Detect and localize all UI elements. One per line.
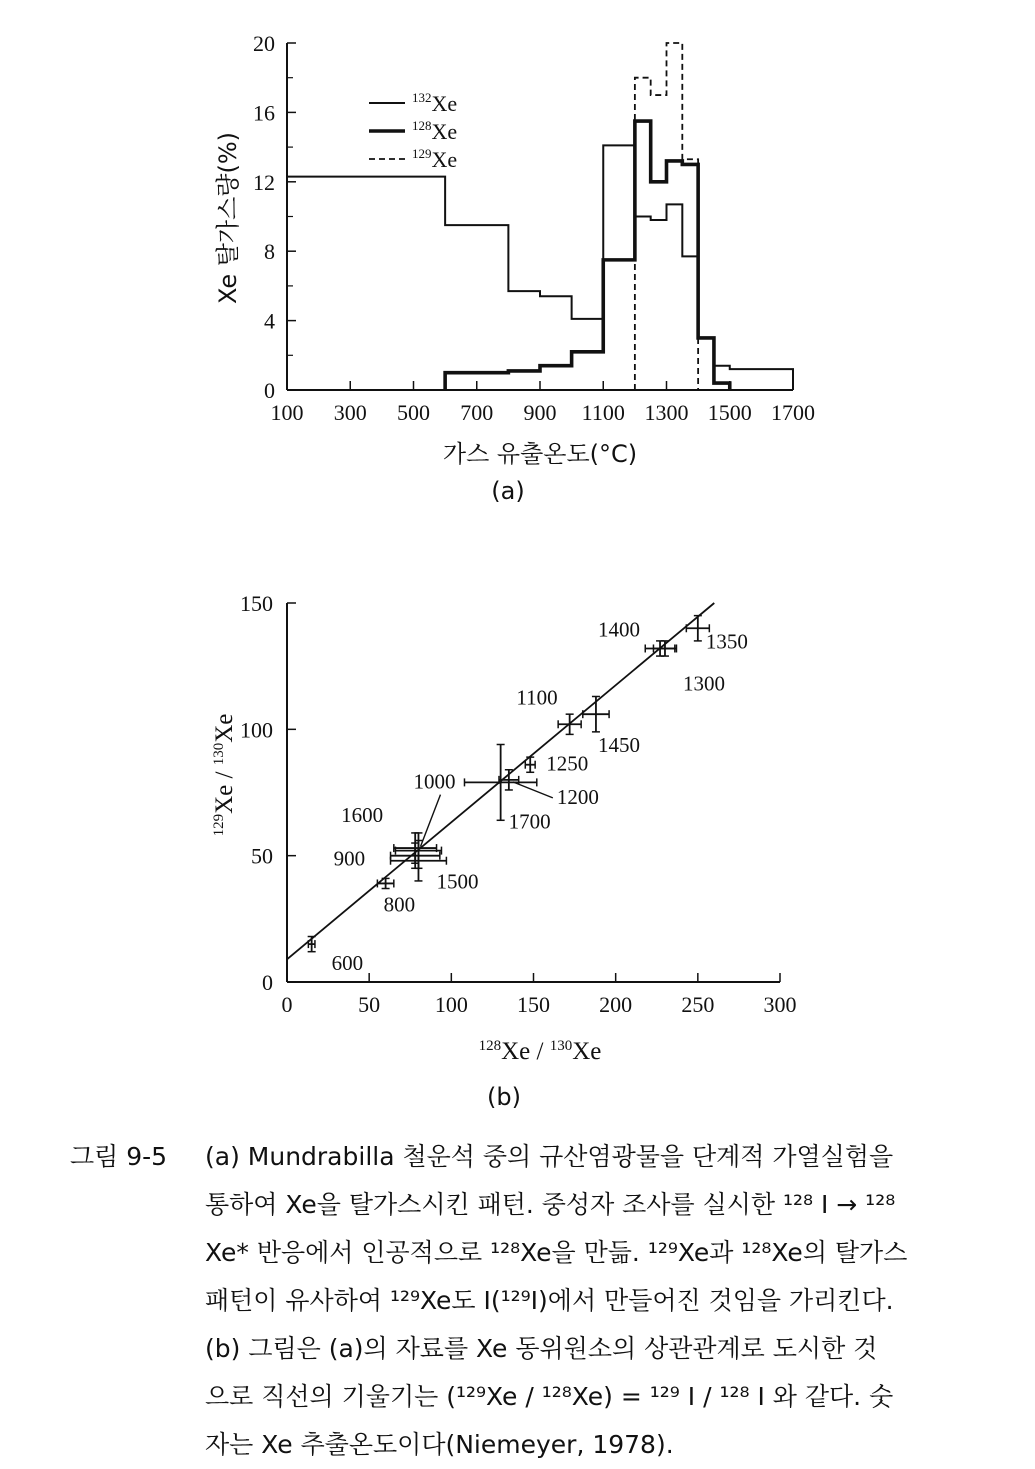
chart-a-x-tick-label: 100	[270, 400, 304, 425]
chart-b-xlabel-sup2: 130	[549, 1038, 573, 1054]
chart-a-panel-label: (a)	[491, 477, 525, 505]
chart-b-point-label: 1000	[413, 769, 456, 794]
chart-b-y-tick-label: 100	[240, 717, 273, 743]
chart-b-x-tick-label: 200	[599, 992, 633, 1017]
chart-b-ylabel-end: Xe	[211, 713, 238, 743]
chart-b-y-tick-label: 150	[240, 591, 273, 616]
chart-b-point-label: 900	[333, 846, 366, 871]
chart-a-x-tick-label: 500	[397, 400, 430, 425]
chart-b-point-label: 1700	[508, 809, 551, 834]
chart-b-xlabel-sup: 128	[478, 1038, 502, 1054]
chart-b-ylabel-sup2: 130	[211, 742, 227, 766]
chart-b-point-label: 1200	[556, 784, 599, 809]
chart-a-legend	[369, 90, 457, 172]
chart-a-series-132Xe	[287, 145, 793, 390]
chart-b-point-label: 1450	[597, 733, 640, 758]
chart-b-point-label: 1300	[682, 671, 725, 696]
chart-b-point-1350	[686, 616, 748, 654]
caption-line: 통하여 Xe을 탈가스시킨 패턴. 중성자 조사를 실시한 ¹²⁸ I → ¹²⁸	[205, 1190, 896, 1219]
caption-line: Xe* 반응에서 인공적으로 ¹²⁸Xe을 만듦. ¹²⁹Xe과 ¹²⁸Xe의 탈가스	[205, 1238, 908, 1267]
chart-b-points	[308, 616, 748, 975]
chart-b-x-tick-label: 50	[358, 992, 381, 1017]
chart-a-y-tick-label: 0	[264, 378, 275, 403]
chart-b-x-tick-label: 0	[281, 992, 293, 1017]
caption-line: 패턴이 유사하여 ¹²⁹Xe도 I(¹²⁹I)에서 만들어진 것임을 가리킨다.	[205, 1286, 894, 1315]
chart-a-x-tick-label: 1500	[707, 400, 752, 425]
chart-b-point-label: 1600	[341, 803, 384, 828]
chart-a	[0, 0, 1035, 520]
chart-a-y-tick-label: 16	[253, 100, 275, 126]
chart-b-ylabel	[211, 714, 238, 837]
chart-a-series	[287, 43, 793, 390]
chart-b-x-tick-label: 250	[681, 992, 715, 1017]
figure-caption	[70, 1133, 970, 1469]
chart-a-legend-sup: 129	[412, 146, 432, 161]
chart-a-legend-label	[412, 146, 457, 172]
caption-line: 자는 Xe 추출온도이다(Niemeyer, 1978).	[205, 1430, 674, 1459]
chart-a-x-tick-label: 1100	[581, 400, 625, 425]
chart-b-xlabel-end: Xe	[572, 1038, 602, 1065]
chart-b-xlabel	[479, 1038, 602, 1065]
chart-b-point-1250	[525, 752, 588, 776]
chart-b-point-label: 1400	[598, 617, 641, 642]
chart-a-x-tick-label: 1300	[644, 400, 689, 425]
chart-b-point-600	[308, 937, 364, 976]
caption-line: (a) Mundrabilla 철운석 중의 규산염광물을 단계적 가열실험을	[205, 1142, 894, 1171]
chart-a-legend-sup: 128	[412, 118, 432, 133]
chart-b-point-900	[334, 843, 440, 871]
chart-b-point-label: 600	[331, 951, 364, 976]
chart-b-point-label: 1100	[516, 685, 558, 710]
chart-b-axes	[240, 591, 797, 1017]
chart-a-legend-text: Xe	[431, 147, 458, 172]
chart-b-point-label: 800	[383, 892, 416, 917]
figure-number: 그림 9-5	[70, 1142, 168, 1171]
chart-b-y-tick-label: 0	[262, 970, 273, 995]
chart-b-point-1700	[464, 744, 550, 833]
chart-a-x-tick-label: 700	[460, 400, 494, 425]
caption-line: 으로 직선의 기울기는 (¹²⁹Xe / ¹²⁸Xe) = ¹²⁹ I / ¹²⁸ I 와 같다. 숫	[205, 1382, 894, 1411]
chart-b-point-label: 1500	[436, 869, 479, 894]
chart-b-x-tick-label: 150	[517, 992, 550, 1017]
chart-b-point-800	[377, 878, 415, 916]
chart-a-y-tick-label: 20	[253, 31, 275, 56]
chart-b-point-label: 1250	[546, 751, 589, 776]
chart-a-y-tick-label: 8	[264, 239, 275, 265]
chart-a-legend-text: Xe	[431, 119, 458, 144]
chart-a-xlabel: 가스 유출온도(°C)	[442, 440, 638, 468]
chart-b-y-tick-label: 50	[251, 843, 273, 869]
chart-b-leader-line	[513, 782, 553, 798]
chart-a-legend-sup: 132	[412, 90, 432, 105]
chart-b-point-1000	[395, 770, 455, 869]
chart-b-ylabel-sup: 129	[211, 813, 227, 837]
chart-a-x-tick-label: 300	[333, 400, 367, 425]
chart-b-x-tick-label: 100	[434, 992, 468, 1017]
chart-a-ylabel: Xe 탈가스량(%)	[214, 131, 242, 305]
chart-a-x-tick-label: 1700	[771, 400, 815, 425]
chart-a-legend-text: Xe	[431, 91, 458, 116]
chart-b-point-1100	[516, 685, 581, 734]
chart-b	[0, 540, 1035, 1130]
caption-line: (b) 그림은 (a)의 자료를 Xe 동위원소의 상관관계로 도시한 것	[205, 1334, 878, 1363]
chart-b-ylabel-mid: Xe /	[211, 765, 238, 814]
chart-b-panel-label: (b)	[487, 1083, 521, 1111]
chart-a-x-tick-label: 900	[523, 400, 557, 425]
chart-a-y-tick-label: 12	[253, 169, 275, 195]
chart-b-xlabel-mid: Xe /	[501, 1038, 550, 1065]
caption-body	[205, 1133, 970, 1469]
chart-a-legend-label	[412, 118, 457, 144]
chart-b-point-1400	[598, 617, 675, 656]
chart-b-point-label: 1350	[705, 629, 748, 654]
chart-a-legend-label	[412, 90, 457, 116]
chart-a-y-tick-label: 4	[264, 308, 275, 334]
chart-b-x-tick-label: 300	[763, 992, 797, 1017]
